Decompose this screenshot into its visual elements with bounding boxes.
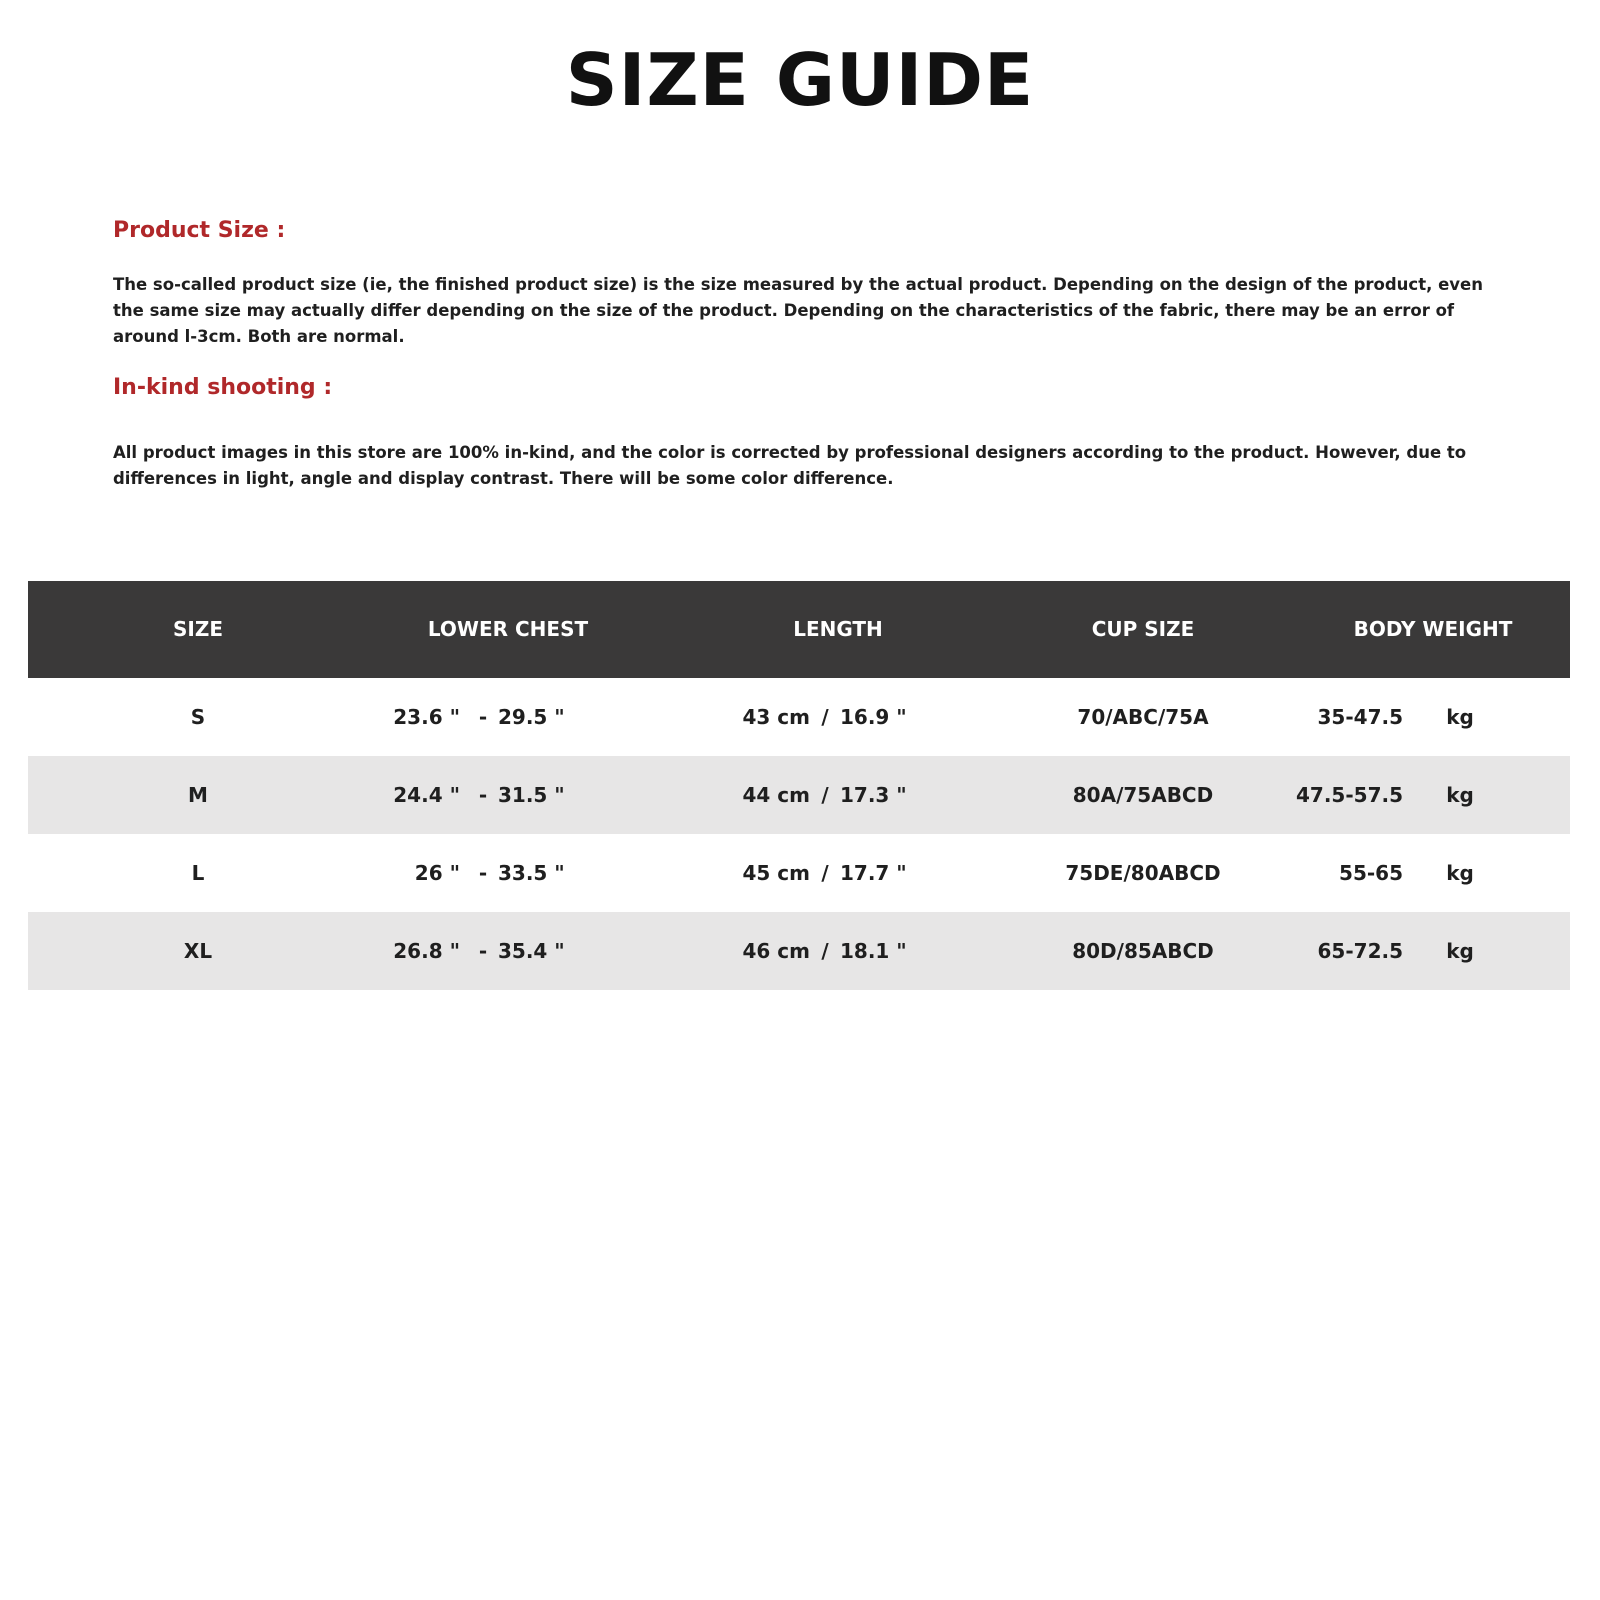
cell-chest-max: 29.5 " (498, 705, 565, 729)
cell-cup-size: 70/ABC/75A (1077, 705, 1209, 729)
cell-chest-separator: - (478, 861, 488, 885)
cell-body-weight: 65-72.5 (1317, 939, 1403, 963)
cell-chest-separator: - (478, 783, 488, 807)
cell-size: L (191, 861, 205, 885)
table-row (28, 756, 1570, 834)
product-size-heading: Product Size : (113, 218, 286, 243)
cell-chest-min: 26.8 " (393, 939, 460, 963)
header-body-weight: BODY WEIGHT (1353, 617, 1513, 641)
cell-chest-max: 31.5 " (498, 783, 565, 807)
cell-length-separator: / (821, 705, 829, 729)
cell-weight-unit: kg (1446, 939, 1474, 963)
cell-length-cm: 46 cm (742, 939, 810, 963)
cell-cup-size: 80A/75ABCD (1072, 783, 1214, 807)
cell-length-cm: 43 cm (742, 705, 810, 729)
table-row (28, 912, 1570, 990)
cell-cup-size: 75DE/80ABCD (1065, 861, 1221, 885)
cell-length-in: 16.9 " (840, 705, 907, 729)
cell-chest-separator: - (478, 705, 488, 729)
cell-weight-unit: kg (1446, 783, 1474, 807)
cell-length-cm: 45 cm (742, 861, 810, 885)
cell-cup-size: 80D/85ABCD (1072, 939, 1214, 963)
product-size-text: The so-called product size (ie, the finished product size) is the size measured by the actual product. Depending on the design of the product, even the same size may actually differ depending on the size of the product. Depending on the characteristics of the fabric, there may be an error of around l-3cm. Both are normal. (113, 275, 1483, 346)
table-row (28, 678, 1570, 756)
table-header-row (28, 581, 1570, 678)
header-length: LENGTH (793, 617, 883, 641)
cell-length-in: 18.1 " (840, 939, 907, 963)
cell-chest-max: 33.5 " (498, 861, 565, 885)
cell-body-weight: 47.5-57.5 (1296, 783, 1403, 807)
cell-size: XL (183, 939, 213, 963)
cell-chest-max: 35.4 " (498, 939, 565, 963)
cell-size: S (190, 705, 206, 729)
header-lower-chest: LOWER CHEST (427, 617, 589, 641)
in-kind-shooting-heading: In-kind shooting : (113, 375, 333, 400)
cell-weight-unit: kg (1446, 861, 1474, 885)
page-title: SIZE GUIDE (565, 38, 1035, 122)
cell-length-in: 17.3 " (840, 783, 907, 807)
cell-length-separator: / (821, 939, 829, 963)
table-row (28, 834, 1570, 912)
in-kind-shooting-text: All product images in this store are 100% in-kind, and the color is corrected by professional designers according to the product. However, due to differences in light, angle and display contrast. There will be some color difference. (113, 443, 1467, 488)
size-table (28, 581, 1570, 990)
cell-weight-unit: kg (1446, 705, 1474, 729)
cell-chest-min: 26 " (414, 861, 460, 885)
cell-chest-min: 24.4 " (393, 783, 460, 807)
cell-length-cm: 44 cm (742, 783, 810, 807)
cell-size: M (188, 783, 208, 807)
cell-length-separator: / (821, 783, 829, 807)
header-size: SIZE (172, 617, 223, 641)
cell-length-in: 17.7 " (840, 861, 907, 885)
cell-body-weight: 35-47.5 (1317, 705, 1403, 729)
cell-chest-min: 23.6 " (393, 705, 460, 729)
cell-body-weight: 55-65 (1339, 861, 1403, 885)
cell-chest-separator: - (478, 939, 488, 963)
cell-length-separator: / (821, 861, 829, 885)
header-cup-size: CUP SIZE (1091, 617, 1195, 641)
